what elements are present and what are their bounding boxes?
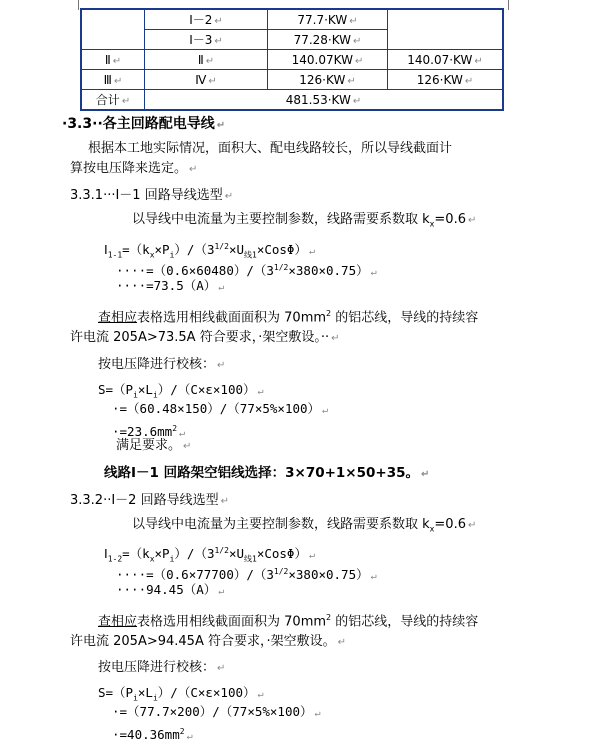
table-cell: 126·KW ↵	[268, 70, 388, 90]
conclusion-text: 线路Ⅰ－1 回路架空铝线选择：3×70+1×50+35。 ↵	[104, 465, 430, 481]
page-corner-mark-left	[68, 0, 79, 10]
current-result: ····=73.5（A） ↵	[116, 278, 225, 293]
current-formula: $Ⅰ_{1-2}=(k_x\times P_i)/(3^{1/2}\times U_{线1}\times Cos\Phi)$ ↵	[104, 546, 315, 564]
table-cell: 140.07KW ↵	[268, 50, 388, 70]
section-heading: ·3.3··各主回路配电导线 ↵	[62, 116, 226, 132]
table-cell	[388, 9, 504, 50]
table-row	[81, 50, 503, 70]
table-cell: Ⅳ ↵	[145, 70, 268, 90]
table-row	[81, 90, 503, 111]
current-calc: $\cdot\cdot\cdot\cdot=(0.6\times 77700)/(3^{1/2}\times 380\times 0.75)$ ↵	[116, 567, 377, 583]
table-cell: Ⅱ ↵	[81, 50, 145, 70]
voltage-drop-result: $\cdot=23.6mm^2$ ↵	[112, 424, 186, 440]
voltage-drop-formula: $S=(P_i\times L_i)/(C\times\varepsilon\times 100)$ ↵	[98, 382, 264, 400]
table-cell: 77.28·KW ↵	[268, 30, 388, 50]
current-calc: $\cdot\cdot\cdot\cdot=(0.6\times 60480)/(3^{1/2}\times 380\times 0.75)$ ↵	[116, 263, 377, 279]
intro-line-2: 算按电压降来选定。 ↵	[70, 161, 198, 176]
current-result: ····94.45（A） ↵	[116, 582, 225, 597]
check-label: 按电压降进行校核： ↵	[98, 660, 226, 675]
table-cell: 126·KW ↵	[388, 70, 504, 90]
table-cell: Ⅰ－2 ↵	[145, 9, 268, 30]
control-parameter-text: 以导线中电流量为主要控制参数，线路需要系数取 $k_x=0.6$ ↵	[132, 517, 477, 534]
voltage-drop-calc: ·=（77.7×200）/（77×5%×100） ↵	[112, 704, 321, 719]
voltage-drop-result: $\cdot=40.36mm^2$ ↵	[112, 727, 193, 743]
current-formula: $Ⅰ_{1-1}=(k_x\times P_i)/(3^{1/2}\times U_{线1}\times Cos\Phi)$ ↵	[104, 242, 315, 260]
table-cell: Ⅱ ↵	[145, 50, 268, 70]
table-selection-line-1: 查相应表格选用相线截面面积为 $70mm^2$ 的铝芯线，导线的持续容	[98, 613, 479, 630]
table-cell: 140.07·KW ↵	[388, 50, 504, 70]
check-label: 按电压降进行校核： ↵	[98, 357, 226, 372]
table-cell: Ⅲ ↵	[81, 70, 145, 90]
table-cell: Ⅰ－3 ↵	[145, 30, 268, 50]
voltage-drop-calc: ·=（60.48×150）/（77×5%×100） ↵	[112, 401, 329, 416]
table-selection-line-1: 查相应表格选用相线截面面积为 $70mm^2$ 的铝芯线，导线的持续容	[98, 309, 479, 326]
power-table	[80, 8, 504, 111]
table-cell: 77.7·KW ↵	[268, 9, 388, 30]
intro-line-1: 根据本工地实际情况，面积大、配电线路较长，所以导线截面计	[88, 141, 453, 156]
table-row	[81, 70, 503, 90]
page-corner-mark-right	[508, 0, 519, 10]
table-cell: 481.53·KW ↵	[145, 90, 504, 111]
control-parameter-text: 以导线中电流量为主要控制参数，线路需要系数取 $k_x=0.6$ ↵	[132, 212, 477, 229]
subsection-heading: 3.3.2··Ⅰ－2 回路导线选型 ↵	[70, 493, 229, 508]
table-selection-line-2: 许电流 205A>94.45A 符合要求，·架空敷设。 ↵	[70, 634, 346, 649]
table-selection-line-2: 许电流 205A>73.5A 符合要求，·架空敷设。·· ↵	[70, 330, 340, 345]
subsection-heading: 3.3.1···Ⅰ－1 回路导线选型 ↵	[70, 188, 234, 203]
table-cell	[81, 9, 145, 50]
table-cell: 合计 ↵	[81, 90, 145, 111]
satisfy-text: 满足要求。 ↵	[116, 438, 192, 453]
voltage-drop-formula: $S=(P_i\times L_i)/(C\times\varepsilon\times 100)$ ↵	[98, 685, 264, 703]
table-row	[81, 9, 503, 30]
